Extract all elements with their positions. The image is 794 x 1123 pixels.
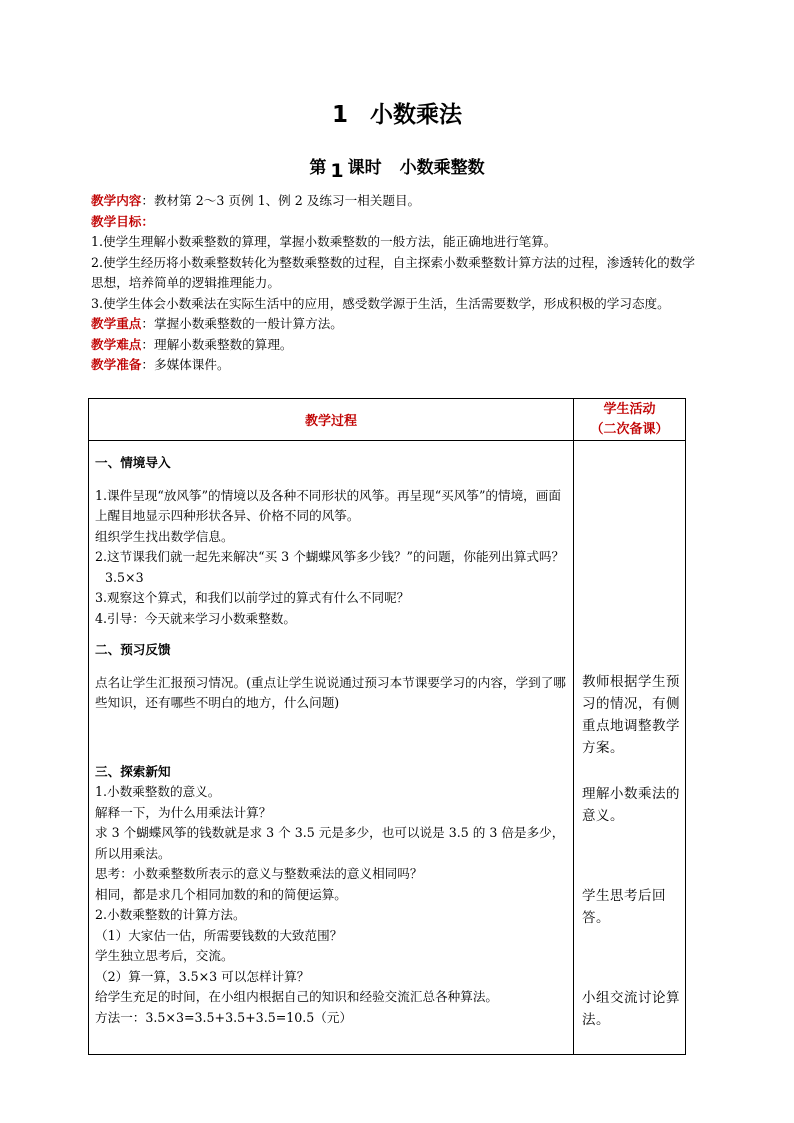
- chapter-number: 1: [331, 102, 348, 128]
- key-text: ：掌握小数乘整数的一般计算方法。: [141, 316, 343, 331]
- section-text: 方法一：3.5×3=3.5+3.5+3.5=10.5（元）: [95, 1009, 353, 1025]
- content-label: 教学内容: [91, 193, 142, 208]
- header-side-line: （二次备课）: [590, 421, 669, 437]
- table-header-row: [89, 399, 686, 441]
- activity-note: 教师根据学生预习的情况，有侧重点地调整教学方案。: [582, 674, 680, 756]
- section-text: 4.引导：今天就来学习小数乘整数。: [95, 610, 296, 626]
- section-text: 点名让学生汇报预习情况。(重点让学生说说通过预习本节课要学习的内容，学到了哪些知识，还有哪些不明白的地方，什么问题): [95, 674, 566, 710]
- section-text: 学生独立思考后，交流。: [95, 948, 234, 963]
- lesson-name: 小数乘整数: [399, 158, 485, 178]
- teaching-difficulty: [91, 335, 701, 356]
- section-text: 1.课件呈现“放风筝”的情境以及各种不同形状的风筝。再呈现“买风筝”的情境，画面上醒目地显示四种形状各异、价格不同的风筝。: [95, 487, 561, 523]
- header-student-activity: [574, 399, 686, 441]
- section-heading: 二、预习反馈: [95, 642, 171, 657]
- goals-colon: ：: [141, 213, 154, 229]
- header-side-line: 学生活动: [603, 401, 656, 417]
- lesson-table: [88, 398, 686, 1055]
- lesson-prefix: 第: [309, 158, 327, 178]
- key-label: 教学重点: [91, 316, 142, 331]
- lesson-suffix: 课时: [347, 158, 382, 178]
- page-title: [0, 96, 794, 129]
- section-text: 给学生充足的时间，在小组内根据自己的知识和经验交流汇总各种算法。: [95, 989, 498, 1004]
- activity-note: 小组交流讨论算法。: [582, 990, 680, 1028]
- section-text: 组织学生找出数学信息。: [95, 528, 234, 544]
- teaching-content: [91, 191, 701, 212]
- section-text: （2）算一算，3.5×3 可以怎样计算？: [95, 968, 310, 984]
- section-text: 2.这节课我们就一起先来解决“买 3 个蝴蝶风筝多少钱？”的问题，你能列出算式吗？: [95, 549, 565, 564]
- difficulty-label: 教学难点: [91, 336, 142, 352]
- table-body-row: [89, 441, 686, 1055]
- section-text: 思考：小数乘整数所表示的意义与整数乘法的意义相同吗？: [95, 866, 423, 881]
- formula-text: 3.5×3: [105, 569, 144, 585]
- lesson-intro: [91, 191, 701, 376]
- section-text: 2.小数乘整数的计算方法。: [95, 907, 246, 922]
- prep-text: ：多媒体课件。: [141, 357, 230, 372]
- goal-item: 3.使学生体会小数乘法在实际生活中的应用，感受数学源于生活，生活需要数学，形成积极的学习态度。: [91, 295, 670, 311]
- section-text: 1.小数乘整数的意义。: [95, 784, 221, 799]
- difficulty-text: ：理解小数乘整数的算理。: [141, 336, 293, 352]
- activity-note: 理解小数乘法的意义。: [582, 786, 680, 824]
- header-teaching-process: 教学过程: [89, 399, 574, 441]
- section-text: 求 3 个蝴蝶风筝的钱数就是求 3 个 3.5 元是多少，也可以说是 3.5 的 3 倍是多少，所以用乘法。: [95, 825, 565, 861]
- goal-item: 2.使学生经历将小数乘整数转化为整数乘整数的过程，自主探索小数乘整数计算方法的过程，渗透转化的数学思想，培养简单的逻辑推理能力。: [91, 254, 695, 290]
- section-heading: 一、情境导入: [95, 455, 171, 470]
- student-activity-cell: [574, 441, 686, 1055]
- section-text: （1）大家估一估，所需要钱数的大致范围？: [95, 927, 343, 943]
- content-text: ：教材第 2～3 页例 1、例 2 及练习一相关题目。: [141, 193, 421, 208]
- teaching-process-cell: [89, 441, 574, 1055]
- chapter-title: 小数乘法: [370, 102, 462, 128]
- teaching-preparation: [91, 355, 701, 376]
- section-text: 相同，都是求几个相同加数的和的简便运算。: [95, 886, 347, 902]
- teaching-key-point: [91, 314, 701, 335]
- goal-item: 1.使学生理解小数乘整数的算理，掌握小数乘整数的一般方法，能正确地进行笔算。: [91, 234, 557, 249]
- lesson-number: 1: [330, 160, 344, 182]
- lesson-subtitle: [0, 153, 794, 182]
- section-text: 解释一下，为什么用乘法计算？: [95, 804, 272, 820]
- teaching-goals-heading: [91, 212, 701, 233]
- goals-label: 教学目标: [91, 213, 142, 229]
- activity-note: 学生思考后回答。: [582, 888, 666, 926]
- section-text: 3.观察这个算式，和我们以前学过的算式有什么不同呢？: [95, 590, 410, 605]
- section-heading: 三、探索新知: [95, 763, 171, 779]
- prep-label: 教学准备: [91, 357, 142, 372]
